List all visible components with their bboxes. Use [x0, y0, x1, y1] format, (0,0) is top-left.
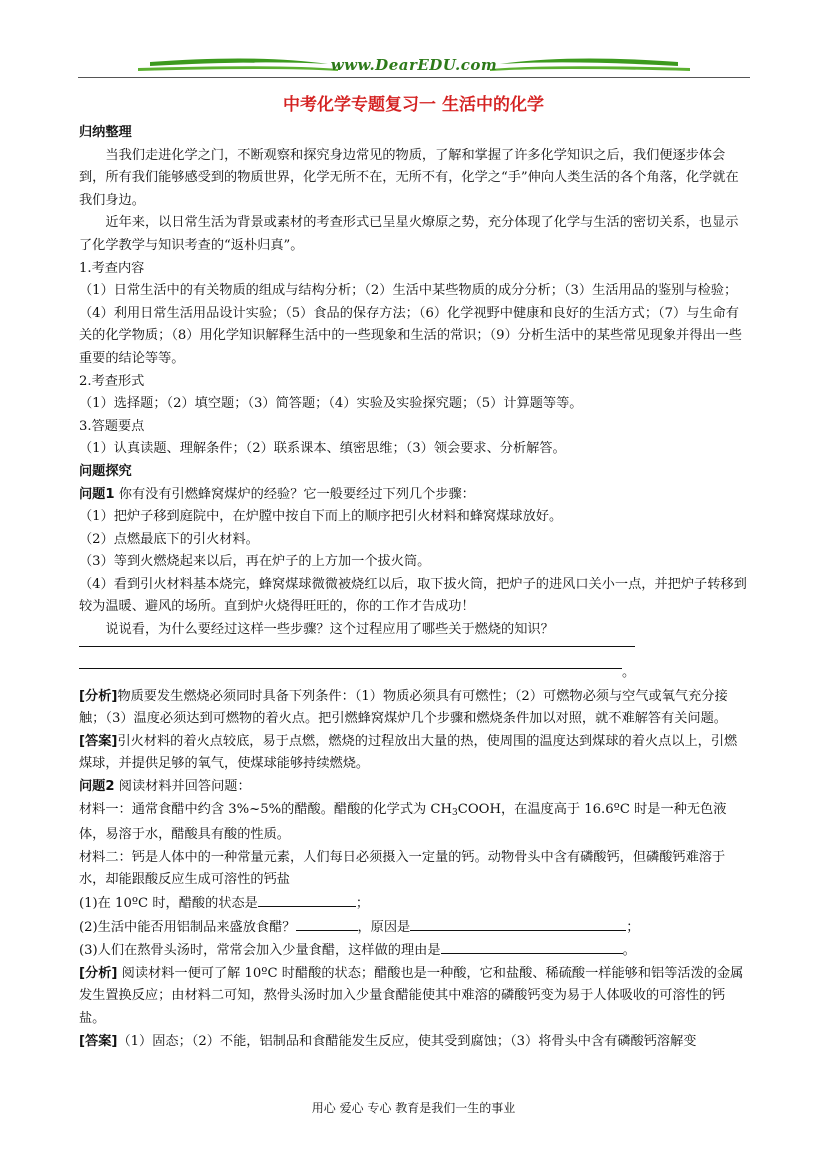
site-header — [78, 52, 750, 80]
material-1-part-b: COOH，在温度高于 16.6ºC 时是一种无色液体，易溶于水，醋酸具有酸的性质。 — [79, 801, 727, 843]
analysis-label-2: [分析] — [79, 965, 118, 981]
answer-label: [答案] — [79, 733, 118, 749]
question-1-step-1: （1）把炉子移到庭院中，在炉膛中按自下而上的顺序把引火材料和蜂窝煤球放好。 — [79, 509, 563, 525]
blank-question-2-text: (2)生活中能否用铝制品来盛放食醋？ — [79, 919, 296, 935]
item-text-content: （1）日常生活中的有关物质的组成与结构分析；（2）生活中某些物质的成分分析；（3）生活用品的鉴别与检验；（4）利用日常生活用品设计实验；（5）食品的保存方法；（6）化学视野中健康和良好的生活方式；（7）与生命有关的化学物质；（8）用化学知识解释生活中的一些现象和生活的常识；（9）分析生活中的某些常见现象并得出一些重要的结论等等。 — [79, 283, 742, 366]
question-1 — [79, 484, 749, 507]
answer-label-2: [答案] — [79, 1033, 118, 1049]
answer-line-end: 。 — [622, 664, 636, 680]
question-1-text: 你有没有引燃蜂窝煤炉的经验？它一般要经过下列几个步骤： — [114, 486, 475, 502]
item-heading-form: 2.考查形式 — [79, 373, 145, 389]
question-2-label: 问题2 — [79, 779, 115, 795]
item-heading-content: 1.考查内容 — [79, 260, 145, 276]
blank-question-2-reason: ，原因是 — [357, 919, 411, 935]
page-title: 中考化学专题复习一 生活中的化学 — [283, 95, 544, 115]
item-heading-tips: 3.答题要点 — [79, 418, 145, 434]
analysis-text: 物质要发生燃烧必须同时具备下列条件：（1）物质必须具有可燃性；（2）可燃物必须与空气或氧气充分接触；（3）温度必须达到可燃物的着火点。把引燃蜂窝煤炉几个步骤和燃烧条件加以对照，就不难解答有关问题。 — [79, 688, 728, 727]
blank-question-1 — [79, 892, 749, 916]
question-2-analysis — [79, 963, 749, 1031]
blank-question-2 — [79, 916, 749, 940]
question-1-step-4: （4）看到引火材料基本烧完，蜂窝煤球微微被烧红以后，取下拔火筒，把炉子的进风口关小一点，并把炉子转移到较为温暖、避风的场所。直到炉火烧得旺旺的，你的工作才告成功！ — [79, 576, 747, 615]
question-1-step-3: （3）等到火燃烧起来以后，再在炉子的上方加一个拔火筒。 — [79, 554, 431, 570]
answer-text-2: （1）固态；（2）不能，铝制品和食醋能发生反应，使其受到腐蚀；（3）将骨头中含有磷酸钙溶解变 — [117, 1033, 697, 1049]
answer-line-1 — [79, 642, 749, 664]
document-body — [79, 122, 749, 1053]
blank-field-3[interactable] — [410, 916, 626, 931]
site-url: www.DearEDU.com — [330, 56, 498, 74]
question-2-text: 阅读材料并回答问题： — [114, 779, 251, 795]
header-divider — [78, 77, 750, 78]
intro-paragraph-1: 当我们走进化学之门，不断观察和探究身边常见的物质，了解和掌握了许多化学知识之后，我们便逐步体会到，所有我们能够感受到的物质世界，化学无所不在，无所不有，化学之“手”伸向人类生活的各个角落，化学就在我们身边。 — [79, 147, 739, 208]
question-1-label: 问题1 — [79, 486, 115, 502]
analysis-text-2: 阅读材料一便可了解 10ºC 时醋酸的状态；醋酸也是一种酸，它和盐酸、稀硫酸一样能够和铝等活泼的金属发生置换反应；由材料二可知，熬骨头汤时加入少量食醋能使其中难溶的磷酸钙变为易于人体吸收的可溶性的钙盐。 — [79, 965, 744, 1026]
item-text-form: （1）选择题；（2）填空题；（3）简答题；（4）实验及实验探究题；（5）计算题等等。 — [79, 396, 583, 412]
blank-question-1-end: ； — [355, 896, 370, 911]
material-1 — [79, 799, 749, 847]
blank-question-3-end: 。 — [622, 943, 636, 959]
question-2 — [79, 776, 749, 799]
analysis-label: [分析] — [79, 688, 118, 704]
question-2-answer — [79, 1031, 749, 1054]
section-heading-explore: 问题探究 — [79, 463, 132, 479]
material-1-part-a: 材料一：通常食醋中约含 3%~5%的醋酸。醋酸的化学式为 CH — [79, 801, 452, 817]
question-1-step-2: （2）点燃最底下的引火材料。 — [79, 531, 259, 547]
item-text-tips: （1）认真读题、理解条件；（2）联系课本、缜密思维；（3）领会要求、分析解答。 — [79, 441, 566, 457]
section-heading-summary: 归纳整理 — [79, 125, 132, 140]
blank-question-2-end: ； — [626, 919, 640, 935]
blank-question-3 — [79, 939, 749, 963]
blank-field-4[interactable] — [441, 939, 623, 954]
answer-line-2 — [79, 664, 749, 686]
formula-subscript: 3 — [452, 807, 458, 818]
blank-question-3-text: (3)人们在熬骨头汤时，常常会加入少量食醋，这样做的理由是 — [79, 943, 441, 959]
material-2: 材料二：钙是人体中的一种常量元素，人们每日必须摄入一定量的钙。动物骨头中含有磷酸钙，但磷酸钙难溶于水，却能跟酸反应生成可溶性的钙盐 — [79, 849, 726, 888]
page-footer: 用心 爱心 专心 教育是我们一生的事业 — [311, 1101, 516, 1115]
question-1-answer — [79, 731, 749, 776]
blank-field-1[interactable] — [258, 892, 356, 907]
question-1-ask: 说说看，为什么要经过这样一些步骤？这个过程应用了哪些关于燃烧的知识？ — [105, 622, 554, 638]
question-1-analysis — [79, 686, 749, 731]
answer-text: 引火材料的着火点较底，易于点燃，燃烧的过程放出大量的热，使周围的温度达到煤球的着火点以上，引燃煤球，并提供足够的氧气，使煤球能够持续燃烧。 — [79, 733, 738, 772]
blank-question-1-text: (1)在 10ºC 时，醋酸的状态是 — [79, 896, 258, 911]
intro-paragraph-2: 近年来，以日常生活为背景或素材的考查形式已呈星火燎原之势，充分体现了化学与生活的密切关系，也显示了化学教学与知识考查的“返朴归真”。 — [79, 215, 739, 253]
blank-field-2[interactable] — [296, 916, 358, 931]
